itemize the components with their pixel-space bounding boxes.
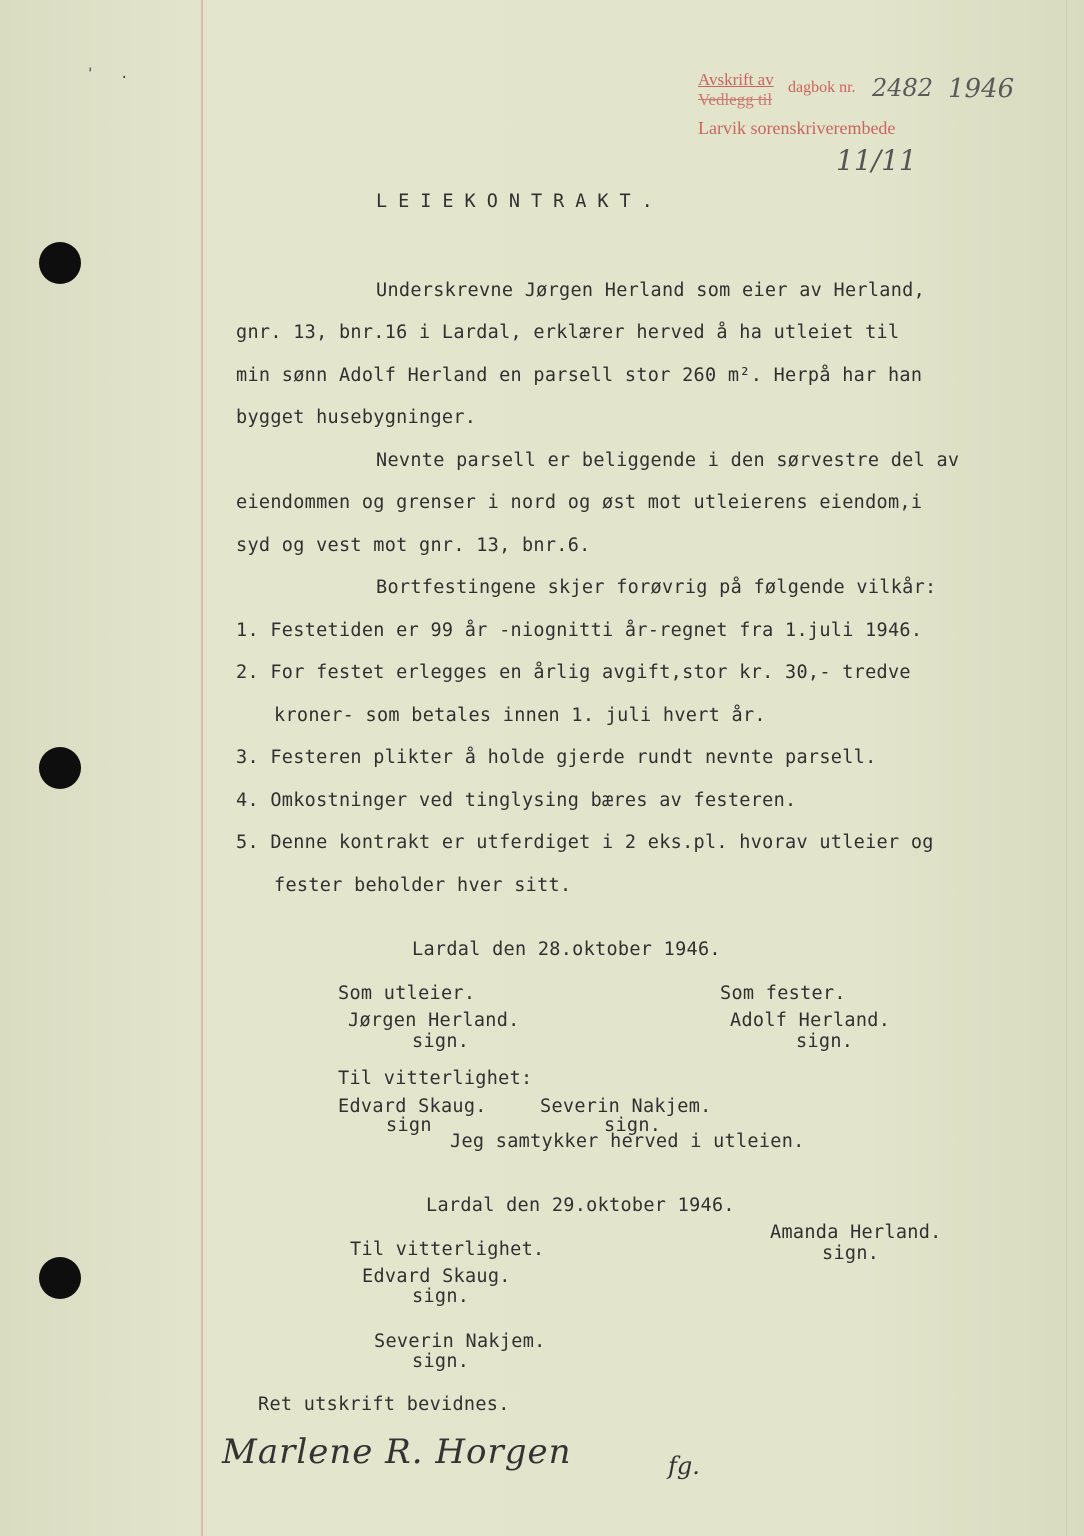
- witness-name: Edvard Skaug.: [362, 1266, 511, 1287]
- binder-hole: [39, 1257, 81, 1299]
- stamp-line1: Avskrift av: [698, 70, 774, 89]
- margin-line: [201, 0, 203, 1536]
- certification-text: Ret utskrift bevidnes.: [258, 1394, 510, 1415]
- body-line: syd og vest mot gnr. 13, bnr.6.: [236, 535, 591, 556]
- document-title: LEIEKONTRAKT.: [376, 191, 664, 212]
- witness-sign: sign.: [604, 1115, 662, 1136]
- consent-statement: Jeg samtykker herved i utleien.: [450, 1131, 805, 1152]
- lessee-sign: sign.: [796, 1031, 854, 1052]
- witness-sign: sign.: [412, 1351, 470, 1372]
- body-line: Bortfestingene skjer forøvrig på følgende vilkår:: [376, 577, 937, 598]
- condition-item: fester beholder hver sitt.: [274, 875, 572, 896]
- stamp-line3: Larvik sorenskriverembede: [698, 118, 896, 138]
- stamp-line1b: dagbok nr.: [788, 79, 856, 96]
- lessor-role: Som utleier.: [338, 983, 476, 1004]
- condition-item: 5. Denne kontrakt er utferdiget i 2 eks.pl. hvorav utleier og: [236, 832, 934, 853]
- handwritten-signature: Marlene R. Horgen: [222, 1432, 572, 1472]
- date-line: Lardal den 28.oktober 1946.: [412, 939, 721, 960]
- body-line: eiendommen og grenser i nord og øst mot utleierens eiendom,i: [236, 492, 923, 513]
- body-line: Underskrevne Jørgen Herland som eier av Herland,: [376, 280, 926, 301]
- witness-heading: Til vitterlighet.: [350, 1239, 545, 1260]
- stamp-line2: Vedlegg til: [698, 90, 773, 109]
- lessor-sign: sign.: [412, 1031, 470, 1052]
- body-line: gnr. 13, bnr.16 i Lardal, erklærer herved å ha utleiet til: [236, 322, 900, 343]
- corner-mark: ': [86, 66, 95, 82]
- consenter-name: Amanda Herland.: [770, 1222, 942, 1243]
- stamp-year: 1946: [948, 74, 1015, 104]
- condition-item: kroner- som betales innen 1. juli hvert år.: [274, 705, 766, 726]
- consenter-sign: sign.: [822, 1243, 880, 1264]
- lessee-name: Adolf Herland.: [730, 1010, 891, 1031]
- binder-hole: [39, 747, 81, 789]
- body-line: Nevnte parsell er beliggende i den sørvestre del av: [376, 450, 960, 471]
- condition-item: 3. Festeren plikter å holde gjerde rundt nevnte parsell.: [236, 747, 877, 768]
- condition-item: 2. For festet erlegges en årlig avgift,stor kr. 30,- tredve: [236, 662, 911, 683]
- binder-hole: [39, 242, 81, 284]
- body-line: min sønn Adolf Herland en parsell stor 260 m². Herpå har han: [236, 365, 923, 386]
- condition-item: 1. Festetiden er 99 år -niognitti år-regnet fra 1.juli 1946.: [236, 620, 923, 641]
- witness-name: Edvard Skaug.: [338, 1096, 487, 1117]
- witness-sign: sign.: [412, 1286, 470, 1307]
- body-line: bygget husebygninger.: [236, 407, 477, 428]
- witness-name: Severin Nakjem.: [374, 1331, 546, 1352]
- witness-sign: sign: [386, 1115, 432, 1136]
- signature-suffix: fg.: [668, 1452, 700, 1480]
- page-crease: [1066, 0, 1067, 1536]
- handwritten-note: 11/11: [836, 144, 917, 177]
- condition-item: 4. Omkostninger ved tinglysing bæres av festeren.: [236, 790, 797, 811]
- witness-name: Severin Nakjem.: [540, 1096, 712, 1117]
- corner-mark: ·: [120, 70, 129, 86]
- lessor-name: Jørgen Herland.: [348, 1010, 520, 1031]
- witness-heading: Til vitterlighet:: [338, 1068, 533, 1089]
- dagbok-number: 2482: [872, 74, 934, 102]
- date-line: Lardal den 29.oktober 1946.: [426, 1195, 735, 1216]
- lessee-role: Som fester.: [720, 983, 846, 1004]
